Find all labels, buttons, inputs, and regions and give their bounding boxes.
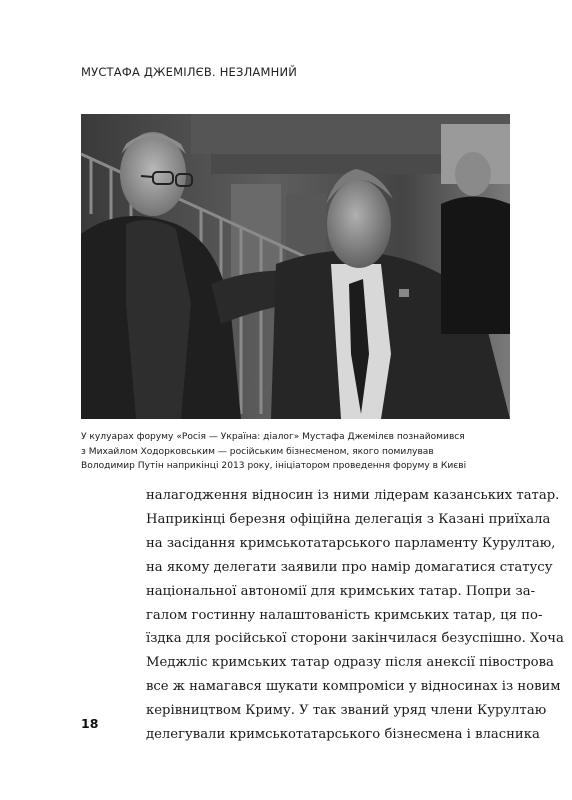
body-line: керівництвом Криму. У так званий уряд члени Курултаю (146, 703, 547, 719)
body-line: національної автономії для кримських татар. Попри за- (146, 583, 536, 599)
photo (81, 114, 510, 419)
body-line: їздка для російської сторони закінчилася безуспішно. Хоча (146, 631, 564, 647)
page-number: 18 (81, 716, 99, 731)
body-line: Наприкінці березня офіційна делегація з Казані приїхала (146, 511, 551, 527)
body-line: Меджліс кримських татар одразу після анексії півострова (146, 655, 554, 671)
body-line: делегували кримськотатарського бізнесмена і власника (146, 727, 540, 743)
body-line: налагодження відносин із ними лідерам казанських татар. (146, 488, 560, 503)
body-line: на засідання кримськотатарського парламенту Курултаю, (146, 535, 556, 551)
caption-line: У кулуарах форуму «Росія — Україна: діалог» Мустафа Джемілєв познайомився (81, 432, 465, 442)
body-line: галом гостинну налаштованість кримських татар, ця по- (146, 607, 543, 623)
running-head: МУСТАФА ДЖЕМІЛЄВ. НЕЗЛАМНИЙ (81, 65, 298, 79)
photo-caption (81, 430, 511, 474)
body-line: все ж намагався шукати компроміси у відносинах із новим (146, 679, 561, 695)
body-text (146, 484, 564, 747)
body-line: на якому делегати заявили про намір домагатися статусу (146, 559, 553, 575)
caption-line: з Михайлом Ходорковським — російським бізнесменом, якого помилував (81, 446, 434, 457)
caption-line: Володимир Путін наприкінці 2013 року, ініціатором проведення форуму в Києві (81, 461, 467, 471)
